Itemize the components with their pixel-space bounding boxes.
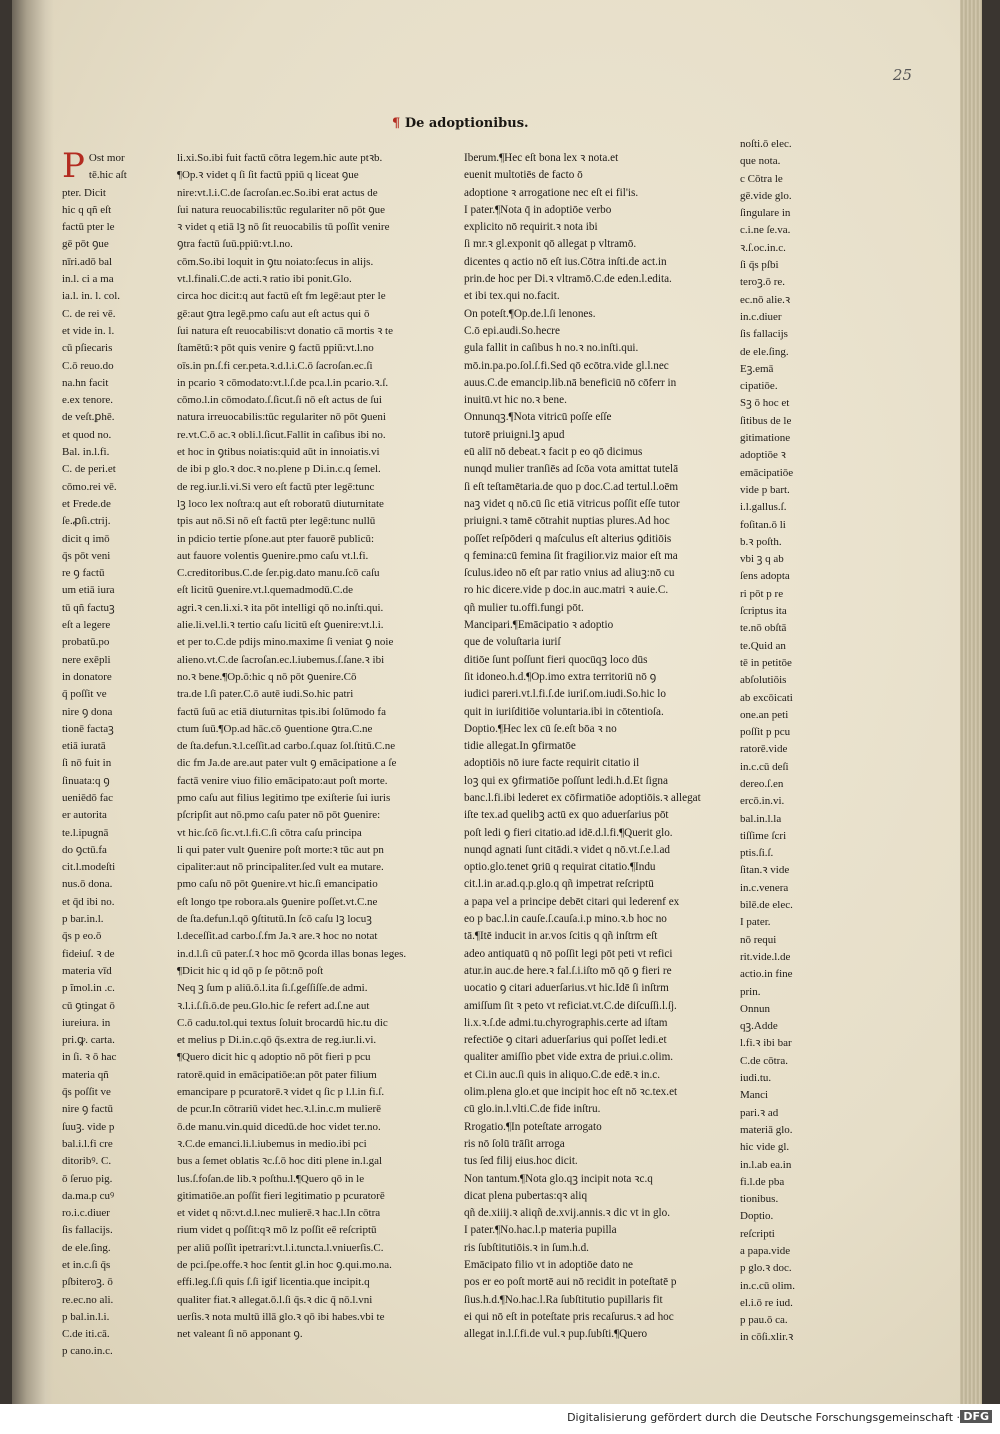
center-gloss-line: ¶Op.ꝛ videt q ſi ſit factū ppiū q liceat ꝯue <box>177 169 359 182</box>
right-gloss-line: Doptio. <box>740 1210 774 1223</box>
center-gloss-line: factā venire viuo filio emācipato:aut poſt morte. <box>177 774 388 787</box>
center-gloss-line: in pcario ꝛ cōmodato:vt.l.ſ.de pca.l.in pcario.ꝛ.ſ. <box>177 376 389 389</box>
center-gloss-line: rium videt q poſſit:qꝛ mō lz poſſit eē reſcriptū <box>177 1224 377 1237</box>
right-main-line: Doptio.¶Hec lex cū ſe.eſt bōa ꝛ no <box>464 722 617 735</box>
right-gloss-line: b.ꝛ poſth. <box>740 535 782 548</box>
page-title-text: De adoptionibus. <box>404 116 529 131</box>
right-gloss-line: ercō.in.vi. <box>740 795 785 808</box>
right-gloss-line: gē.vide glo. <box>740 189 792 202</box>
center-gloss-line: net valeant ſi nō apponant ꝯ. <box>177 1328 303 1341</box>
page-edge <box>960 0 982 1404</box>
center-gloss-line: cōm.So.ibi loquit in ꝯtu noiato:ſecus in alijs. <box>177 255 374 268</box>
right-main-line: ditiōe ſunt poſſunt fieri quocūqꝫ loco dūs <box>464 653 648 666</box>
left-gloss-line: e.ex tenore. <box>62 394 113 407</box>
center-gloss-line: in pdicio tertie pſone.aut pter fauorē publicū: <box>177 532 375 545</box>
center-gloss-line: bus a ſemet oblatis ꝛc.ſ.ō hoc diti plene in.l.gal <box>177 1155 383 1168</box>
right-gloss-line: in.c.cū deſi <box>740 760 789 773</box>
left-gloss-line: cōmo.rei vē. <box>62 480 117 493</box>
left-gloss-line: p bar.in.l. <box>62 913 104 926</box>
center-gloss-line: vt.l.finali.C.de acti.ꝛ ratio ibi ponit.Glo. <box>177 273 352 286</box>
right-gloss-line: bal.in.l.la <box>740 812 782 825</box>
right-main-line: cit.l.in ar.ad.q.p.glo.q qñ impetrat reſcriptū <box>464 878 654 891</box>
center-gloss-line: re.vt.C.ō ac.ꝛ obli.l.ſicut.Fallit in caſibus ibi no. <box>177 428 386 441</box>
center-gloss-line: de ibi p glo.ꝛ doc.ꝛ no.plene p Di.in.c.q ſemel. <box>177 463 381 476</box>
right-gloss-line: l.fi.ꝛ ibi bar <box>740 1037 792 1050</box>
right-main-line: mō.in.pa.po.ſol.ſ.fi.Sed qō ecōtra.vide gl.l.nec <box>464 359 669 372</box>
right-gloss-line: abſolutiōis <box>740 674 787 687</box>
center-gloss-line: et melius p Di.in.c.qō q̄s.extra de reg.iur.li.vi. <box>177 1034 377 1047</box>
left-gloss-line: ueniēdō fac <box>62 791 113 804</box>
left-gloss-line: nere exēpli <box>62 653 111 666</box>
right-gloss-line: dereo.ſ.en <box>740 777 784 790</box>
right-main-line: C.ō epi.audi.So.hecre <box>464 324 561 337</box>
right-gloss-line: one.an peti <box>740 708 789 721</box>
right-main-line: tutorē priuigni.lꝫ apud <box>464 428 565 441</box>
right-gloss-line: noſti.ō elec. <box>740 138 792 150</box>
right-main-line: amiſſum ſit ꝛ peto vt reficiat.vt.C.de diſcuſſi.l.ſj. <box>464 999 677 1012</box>
right-gloss-line: tiſſime ſcri <box>740 829 787 842</box>
left-gloss-line: in donatore <box>62 670 112 683</box>
right-gloss-line: ec.nō alie.ꝛ <box>740 293 791 306</box>
right-gloss-line: ſitan.ꝛ vide <box>740 864 790 877</box>
right-main-line: nunqd agnati ſunt citādi.ꝛ videt q nō.vt.ſ.e.l.ad <box>464 843 671 856</box>
right-gloss-line: c.i.ne ſe.va. <box>740 224 791 237</box>
right-gloss-line: fi.l.de pba <box>740 1175 785 1188</box>
right-gloss-line: el.i.ō re iud. <box>740 1296 793 1309</box>
right-main-line: adeo antiquatū q nō poſſit legi pōt peti vt refici <box>464 947 673 960</box>
right-gloss-line: c Cōtra le <box>740 172 783 185</box>
red-initial: P <box>62 146 85 186</box>
left-gloss-line: do ꝯctū.fa <box>62 843 107 856</box>
right-gloss-line: tionibus. <box>740 1193 779 1206</box>
left-gloss-line: um etiā iura <box>62 584 115 597</box>
left-gloss-line: cū ꝯtingat ō <box>62 999 115 1012</box>
right-gloss-line: cipatiōe. <box>740 380 778 393</box>
right-gloss-line: te.nō obſtā <box>740 622 787 635</box>
center-gloss-line: effi.leg.ſ.ſi quis ſ.ſi igif licentia.que incipit.q <box>177 1276 370 1289</box>
left-gloss-line: hic q qñ eſt <box>62 203 112 216</box>
left-gloss-line: C. de rei vē. <box>62 307 116 320</box>
left-gloss-line: re ꝯ factū <box>62 567 105 580</box>
center-gloss-line: eſt licitū ꝯuenire.vt.l.quemadmodū.C.de <box>177 584 354 597</box>
right-main-line: allegat in.l.ſ.fi.de vul.ꝛ pup.ſubſti.¶Quero <box>464 1328 648 1341</box>
left-gloss-line: gē pōt ꝯue <box>62 238 109 251</box>
right-main-line: Onnunqꝫ.¶Nota vitricū poſſe eſſe <box>464 411 612 424</box>
center-gloss-line: emancipare p pcuratorē.ꝛ videt q ſic p l.l.in fi.ſ. <box>177 1086 385 1099</box>
right-main-line: adoptione ꝛ arrogatione nec eſt ei fil'is. <box>464 186 639 199</box>
center-gloss-line: Neq ꝫ ſum p aliū.ō.l.ita ſi.ſ.geſſiſſe.de admi. <box>177 982 368 995</box>
left-gloss-line: na.hn facit <box>62 376 109 389</box>
left-gloss-line: ſinuata:q ꝯ <box>62 774 110 787</box>
right-main-line: Non tantum.¶Nota glo.qꝫ incipit nota ꝛc.q <box>464 1172 653 1185</box>
center-gloss-line: C.ō cadu.tol.qui textus ſoluit brocardū hic.tu dic <box>177 1016 388 1029</box>
right-gloss-line: gitimatione <box>740 432 791 445</box>
right-gloss-line: teroꝫ.ō re. <box>740 276 786 289</box>
right-main-line: iſte tex.ad quelibꝫ actū ex quo aduerſarius pōt <box>464 809 669 822</box>
right-gloss-line: hic vide gl. <box>740 1141 790 1154</box>
center-gloss-line: gitimatiōe.an poſſit fieri legitimatio p pcuratorē <box>177 1189 385 1202</box>
right-gloss-line: rit.vide.l.de <box>740 950 791 963</box>
center-gloss-line: agri.ꝛ cen.li.xi.ꝛ ita pōt intelligi qō no.inſti.qui. <box>177 601 384 614</box>
center-gloss-line: ꝯtra factū ſuū.ppiū:vt.l.no. <box>177 238 293 251</box>
center-gloss-line: de ſta.defun.ꝛ.l.ceſſit.ad carbo.ſ.quaz ſol.ſtitū.C.ne <box>177 740 396 753</box>
left-gloss-line: cū pſiecaris <box>62 342 113 355</box>
center-gloss-line: oīs.in pn.ſ.fi cer.peta.ꝛ.d.l.i.C.ō ſacroſan.ec.ſi <box>177 359 373 372</box>
left-gloss-line: bal.i.l.fi cre <box>62 1137 113 1150</box>
right-gloss-line: ſens adopta <box>740 570 790 583</box>
left-gloss-line: q̄s p eo.ō <box>62 930 102 943</box>
center-gloss-line: C.creditoribus.C.de ſer.pig.dato manu.ſcō caſu <box>177 567 380 580</box>
right-gloss-line: Eꝫ.emā <box>740 362 774 375</box>
center-gloss-line: et videt q nō:vt.d.l.nec mulierē.ꝛ hac.l.In cōtra <box>177 1207 381 1220</box>
center-gloss-line: ſtamētū:ꝛ pōt quis venire ꝯ factū ppiū:vt.l.no <box>177 342 374 355</box>
right-main-line: loꝫ qui ex ꝯfirmatiōe poſſunt ledi.h.d.Et ſigna <box>464 774 668 787</box>
right-gloss-line: materiā glo. <box>740 1123 793 1136</box>
right-main-line: On poteſt.¶Op.de.l.ſi lenones. <box>464 307 596 320</box>
right-main-line: qualiter amiſſio pbet vide extra de priui.c.olim. <box>464 1051 674 1064</box>
right-gloss-line: reſcripti <box>740 1227 775 1240</box>
center-gloss-line: de ſta.defun.l.qō ꝯſtitutū.In ſcō caſu lꝫ locuꝫ <box>177 913 372 926</box>
right-gloss-line: C.de cōtra. <box>740 1054 788 1067</box>
center-gloss-line: de reg.iur.li.vi.Si vero eſt factū pter legē:tunc <box>177 480 375 493</box>
right-gloss-line: I pater. <box>740 916 771 929</box>
left-gloss-line: ſis fallacijs. <box>62 1224 113 1237</box>
right-main-line: Iberum.¶Hec eſt bona lex ꝛ nota.et <box>464 152 619 164</box>
left-gloss-line: tē.hic aſt <box>88 169 127 182</box>
page-title <box>392 116 529 131</box>
right-gloss-line: prin. <box>740 985 761 998</box>
left-gloss-column <box>62 146 172 1358</box>
right-main-line: ſit idoneo.h.d.¶Op.imo extra territoriū nō ꝯ <box>464 670 657 683</box>
right-gloss-line: ratorē.vide <box>740 743 788 756</box>
right-main-line: a papa vel a principe debēt citari qui lederenf ex <box>464 895 680 908</box>
left-gloss-line: C.ō reuo.do <box>62 359 114 372</box>
right-main-line: atur.in auc.de here.ꝛ fal.ſ.i.iſto mō qō ꝯ fieri re <box>464 964 672 977</box>
left-gloss-line: Ost mor <box>88 152 125 164</box>
right-main-line: dicat plena pubertas:qꝛ aliq <box>464 1189 588 1202</box>
right-gloss-line: poſſit p pcu <box>740 726 791 739</box>
right-gloss-line: tē in petitōe <box>740 656 792 669</box>
right-main-line: et Ci.in auc.ſi quis in aliquo.C.de edē.ꝛ in.c. <box>464 1068 661 1081</box>
left-gloss-line: cit.l.modeſti <box>62 861 116 874</box>
center-gloss-line: pmo caſu nō pōt ꝯuenire.vt hic.ſi emancipatio <box>177 878 378 891</box>
right-main-line: auus.C.de emancip.lib.nā beneficiū nō cōferr in <box>464 376 677 389</box>
right-gloss-line: p glo.ꝛ doc. <box>740 1262 792 1275</box>
center-gloss-line: circa hoc dicit:q aut factū eſt fm legē:aut pter le <box>177 290 386 303</box>
right-gloss-line: que nota. <box>740 155 781 168</box>
left-gloss-line: fideiuſ. ꝛ de <box>62 947 115 960</box>
center-gloss-line: ratorē.quid in emācipatiōe:an pōt pater filium <box>177 1068 377 1081</box>
right-main-line: Rrogatio.¶In poteſtate arrogato <box>464 1120 602 1133</box>
right-gloss-line: a papa.vide <box>740 1245 791 1257</box>
folio-number: 25 <box>892 66 912 84</box>
center-gloss-line: lꝫ loco lex noſtra:q aut eſt roboratū diuturnitate <box>177 497 384 510</box>
right-main-line: quit in iuriſditiōe voluntaria.ibi in cōtentioſa. <box>464 705 664 718</box>
left-gloss-line: da.ma.p cuꝰ <box>62 1189 115 1202</box>
center-gloss-line: aut fauore volentis ꝯuenire.pmo caſu vt.l.fi. <box>177 549 369 562</box>
center-gloss-line: natura irreuocabilis:tūc regulariter nō pōt ꝯueni <box>177 411 386 424</box>
right-gloss-line: pari.ꝛ ad <box>740 1106 779 1119</box>
center-gloss-line: tra.de l.ſi pater.C.ō autē iudi.So.hic patri <box>177 688 354 701</box>
right-main-line: Emācipato filio vt in adoptiōe dato ne <box>464 1259 634 1271</box>
right-main-line: tidie allegat.In ꝯfirmatōe <box>464 740 576 753</box>
left-gloss-line: etiā iuratā <box>62 740 106 753</box>
center-gloss-line: li.xi.So.ibi fuit factū cōtra legem.hic aute ptꝛb. <box>177 152 383 164</box>
right-main-line: que de voluſtaria iuriſ <box>464 636 561 649</box>
right-main-line: uocatio ꝯ citari aduerſarius.vt hic.Idē ſi inſtrm <box>464 982 669 995</box>
left-gloss-line: factū pter le <box>62 221 115 234</box>
right-gloss-line: in.c.venera <box>740 881 789 894</box>
left-gloss-line: ſuuꝫ. vide p <box>62 1120 115 1133</box>
left-gloss-line: de ele.ſing. <box>62 1241 111 1254</box>
left-gloss-line: et in.c.ſi q̄s <box>62 1259 111 1271</box>
left-gloss-line: tū qñ factuꝫ <box>62 601 115 614</box>
right-gloss-line: ſcriptus ita <box>740 605 787 618</box>
left-gloss-line: nire ꝯ dona <box>62 705 113 718</box>
left-gloss-line: nus.ō dona. <box>62 878 113 891</box>
right-main-line: poſt ledi ꝯ fieri citatio.ad idē.d.l.fi.¶Querit glo. <box>464 826 673 839</box>
right-main-line: gula fallit in caſibus h no.ꝛ no.inſti.qui. <box>464 342 639 355</box>
right-main-line: euenit multotiēs de facto ō <box>464 169 583 182</box>
right-gloss-line: vbi ꝫ q ab <box>740 553 784 566</box>
center-gloss-line: in.d.l.ſi cū pater.ſ.ꝛ hoc mō ꝯcorda illas bonas leges. <box>177 947 407 960</box>
dfg-logo: DFG <box>960 1410 992 1423</box>
right-main-line: pos er eo poſt mortē aui nō recidit in poteſtatē p <box>464 1276 677 1289</box>
right-gloss-line: adoptiōe ꝛ <box>740 449 786 462</box>
right-main-line: et ibi tex.qui no.facit. <box>464 290 560 303</box>
right-main-line: ris nō ſolū trāſit arroga <box>464 1137 565 1150</box>
main-text-column <box>464 150 744 1341</box>
center-gloss-line: per aliū poſſit ipetrari:vt.l.i.tuncta.l.vniuerſis.C. <box>177 1241 384 1254</box>
center-gloss-line: nire:vt.l.i.C.de ſacroſan.ec.So.ibi erat actus de <box>177 186 378 199</box>
center-gloss-line: ctum ſuū.¶Op.ad hāc.cō ꝯuentione ꝯtra.C.ne <box>177 722 373 735</box>
left-gloss-line: pter. Dicit <box>62 186 106 199</box>
left-gloss-line: materia vīd <box>62 964 112 977</box>
center-gloss-line: eſt longo tpe robora.als ꝯuenire poſſet.vt.C.ne <box>177 895 378 908</box>
right-main-line: ris ſubſtitutiōis.ꝛ in ſum.h.d. <box>464 1241 589 1254</box>
right-main-line: poſſet reſpōderi q maſculus eſt alterius ꝯditiōis <box>464 532 672 545</box>
left-gloss-line: pri.ꝙ. carta. <box>62 1034 115 1047</box>
left-gloss-line: te.l.ipugnā <box>62 826 109 839</box>
right-gloss-line: ab excōicati <box>740 691 793 704</box>
center-gloss-line: et per to.C.de pdijs mino.maxime ſi veniat ꝯ noie <box>177 636 394 649</box>
right-gloss-column <box>740 136 835 1344</box>
center-gloss-line: dic fm Ja.de are.aut pater vult ꝯ emācipatione a ſe <box>177 757 397 770</box>
right-main-line: dicentes q actio nō eſt ius.Cōtra inſti.de act.in <box>464 255 667 268</box>
right-main-line: tā.¶Itē inducit in ar.vos ſcitis q qñ inſtrm eſt <box>464 930 658 943</box>
right-main-line: explicito nō requirit.ꝛ nota ibi <box>464 221 598 234</box>
center-gloss-line: ꝛ videt q etiā lꝫ nō ſit reuocabilis tū poſſit venire <box>177 221 390 234</box>
right-main-line: qñ de.xiiij.ꝛ aliqñ de.xvij.annis.ꝛ dic vt in glo. <box>464 1207 671 1220</box>
right-main-line: I pater.¶Nota q̄ in adoptiōe verbo <box>464 203 612 216</box>
right-gloss-line: foſitan.ō li <box>740 518 786 531</box>
center-gloss-line: ¶Dicit hic q id qō p ſe pōt:nō poſt <box>177 964 324 977</box>
funding-credit: Digitalisierung gefördert durch die Deutsche Forschungsgemeinschaft · <box>567 1411 960 1424</box>
right-main-line: ſculus.ideo nō eſt par ratio vnius ad aliuꝫ:nō cu <box>464 567 675 580</box>
center-gloss-line: cōmo.l.in cōmodato.ſ.ſicut.ſi nō eſt actus de ſui <box>177 394 382 407</box>
right-gloss-line: in.c.diuer <box>740 310 782 323</box>
right-gloss-line: Onnun <box>740 1002 770 1015</box>
right-main-line: inuitū.vt hic no.ꝛ bene. <box>464 394 567 407</box>
right-gloss-line: Sꝫ ō hoc et <box>740 397 790 410</box>
right-gloss-line: de ele.ſing. <box>740 345 789 358</box>
right-gloss-line: in cōſi.xlir.ꝛ <box>740 1331 794 1344</box>
left-gloss-line: iureiura. in <box>62 1016 111 1029</box>
right-main-line: eū aliī nō debeat.ꝛ facit p eo qō dicimus <box>464 446 643 459</box>
right-gloss-line: nō requi <box>740 933 777 946</box>
right-gloss-line: p pau.ō ca. <box>740 1314 788 1327</box>
right-main-line: refectiōe ꝯ citari aduerſarius qui poſſet ledi.et <box>464 1034 667 1047</box>
right-main-line: I pater.¶No.hac.l.p materia pupilla <box>464 1224 617 1237</box>
left-gloss-line: p bal.in.l.i. <box>62 1310 110 1323</box>
left-gloss-line: p cano.in.c. <box>62 1345 113 1358</box>
left-gloss-line: tionē factaꝫ <box>62 722 114 735</box>
left-gloss-line: ō ſeruo pig. <box>62 1172 113 1185</box>
left-gloss-line: probatū.po <box>62 636 110 649</box>
left-gloss-line: in ſi. ꝛ ō hac <box>62 1051 117 1064</box>
right-gloss-line: vide p bart. <box>740 483 790 496</box>
left-gloss-line: er autorita <box>62 809 107 822</box>
center-gloss-line: lus.ſ.foſan.de lib.ꝛ poſthu.l.¶Quero qō in le <box>177 1172 365 1185</box>
right-main-line: adoptiōis nō iure facte requirit citatio il <box>464 757 640 770</box>
right-gloss-line: ſi q̄s pſbi <box>740 259 779 272</box>
left-gloss-line: C. de peri.et <box>62 463 116 476</box>
center-gloss-line: li qui pater vult ꝯuenire poſt morte:ꝛ tūc aut pn <box>177 843 384 856</box>
right-gloss-line: in.l.ab ea.in <box>740 1158 792 1171</box>
right-gloss-line: ſingulare in <box>740 207 791 220</box>
left-gloss-line: eſt a legere <box>62 619 111 632</box>
center-gloss-line: ſui natura eſt reuocabilis:vt donatio cā mortis ꝛ te <box>177 324 393 337</box>
center-gloss-line: gē:aut ꝯtra legē.pmo caſu aut eſt actus qui ō <box>177 307 370 320</box>
left-gloss-line: de veſt.ꝑhē. <box>62 411 115 424</box>
right-gloss-line: i.l.gallus.ſ. <box>740 501 787 514</box>
pilcrow-icon: ¶ <box>392 116 401 131</box>
center-gloss-line: ō.de manu.vin.quid dicedū.de hoc videt ter.no. <box>177 1120 381 1133</box>
center-gloss-line: no.ꝛ bene.¶Op.ō:hic q nō pōt ꝯuenire.Cō <box>177 670 357 683</box>
right-main-line: li.x.ꝛ.ſ.de admi.tu.chyrographis.certe ad iſtam <box>464 1016 668 1029</box>
left-gloss-line: dicit q imō <box>62 532 110 545</box>
right-main-line: ei qui nō eſt in poteſtate pris recaſurus.ꝛ ad hoc <box>464 1310 674 1323</box>
right-main-line: cū glo.in.l.vlti.C.de fide inſtru. <box>464 1103 601 1116</box>
right-gloss-line: te.Quid an <box>740 639 786 652</box>
left-gloss-line: et Frede.de <box>62 497 111 510</box>
right-main-line: prin.de hoc per Di.ꝛ vltramō.C.de eden.l.edita. <box>464 273 672 286</box>
right-gloss-line: actio.in fine <box>740 968 793 981</box>
right-main-line: priuigni.ꝛ tamē cōtrahit nuptias plures.Ad hoc <box>464 515 670 528</box>
right-main-line: qñ mulier tu.offi.fungi pōt. <box>464 601 584 614</box>
center-gloss-line: tpis aut nō.Si nō eſt factū pter legē:tunc nullū <box>177 515 376 528</box>
binding-gutter <box>12 0 54 1404</box>
right-main-line: optio.glo.tenet ꝯriū q requirat citatio.¶Indu <box>464 861 656 874</box>
left-gloss-line: et q̄d ibi no. <box>62 895 115 908</box>
right-main-line: ſi eſt teſtamētaria.de quo p doc.C.ad tertul.l.oēm <box>464 480 679 493</box>
left-gloss-line: ſi nō fuit in <box>62 757 112 770</box>
right-main-line: ro hic dicere.vide p doc.in auc.matri ꝛ auie.C. <box>464 584 669 597</box>
right-main-line: ſi mr.ꝛ gl.exponit qō allegat p vltramō. <box>464 238 637 251</box>
right-gloss-line: ri pōt p re <box>740 587 784 600</box>
left-gloss-line: ro.i.c.diuer <box>62 1207 110 1220</box>
right-main-line: tus ſed filij eius.hoc dicit. <box>464 1155 578 1168</box>
left-gloss-line: ſe.ꝓſi.ctrij. <box>62 515 111 528</box>
center-gloss-line: factū ſuū ac etiā diuturnitas tpis.ibi ſolūmodo fa <box>177 705 386 718</box>
right-gloss-line: ptis.ſi.ſ. <box>740 847 774 860</box>
left-gloss-line: nīri.adō bal <box>62 255 113 268</box>
right-main-line: banc.l.fi.ibi lederet ex cōfirmatiōe adoptiōis.ꝛ allegat <box>464 791 701 804</box>
right-main-line: ſius.h.d.¶No.hac.l.Ra ſubſtitutio pupillaris fit <box>464 1293 663 1306</box>
left-gloss-line: q̄s poſſit ve <box>62 1086 111 1099</box>
left-gloss-line: q̄s pōt veni <box>62 549 111 562</box>
left-gloss-line: et quod no. <box>62 428 112 441</box>
right-gloss-line: qꝫ.Adde <box>740 1020 778 1033</box>
left-gloss-line: pſbiteroꝫ. ō <box>62 1276 113 1289</box>
left-gloss-line: et vide in. l. <box>62 324 115 337</box>
center-gloss-line: ¶Quero dicit hic q adoptio nō pōt fieri p pcu <box>177 1051 371 1064</box>
center-gloss-line: de pcur.In cōtrariū videt hec.ꝛ.l.in.c.m mulierē <box>177 1103 382 1116</box>
right-main-line: olim.plena glo.et que incipit hoc eſt nō ꝛc.tex.et <box>464 1086 678 1099</box>
left-gloss-line: re.ec.no ali. <box>62 1293 114 1306</box>
center-gloss-line: vt hic.ſcō ſic.vt.l.fi.C.ſi cōtra caſu principa <box>177 826 362 839</box>
left-gloss-line: p ĩmol.in .c. <box>62 982 115 995</box>
right-main-line: q femina:cū femina ſit fragilior.viz maior eſt ma <box>464 549 678 562</box>
center-gloss-line: pmo caſu aut filius legitimo tpe exiſterie ſui iuris <box>177 791 391 804</box>
center-gloss-line: ſui natura reuocabilis:tūc regulariter nō pōt ꝯue <box>177 203 386 216</box>
right-main-line: Mancipari.¶Emācipatio ꝛ adoptio <box>464 619 614 632</box>
center-gloss-line: ꝛ.l.i.ſ.ſi.ō.de peu.Glo.hic ſe refert ad.ſ.ne aut <box>177 999 370 1012</box>
left-gloss-line: ditoribꝰ. C. <box>62 1155 112 1168</box>
center-gloss-line: de pci.ſpe.offe.ꝛ hoc ſentit gl.in hoc ꝯ.qui.mo.na. <box>177 1259 392 1271</box>
left-gloss-line: ia.l. in. l. col. <box>62 290 121 303</box>
book-page <box>12 0 982 1404</box>
right-main-line: naꝫ videt q nō.cū ſic etiā vitricus poſſit eſſe tutor <box>464 497 680 510</box>
center-gloss-line: alieno.vt.C.de ſacroſan.ec.l.iubemus.ſ.ſane.ꝛ ibi <box>177 653 385 666</box>
center-gloss-column <box>177 150 459 1341</box>
left-gloss-line: in.l. ci a ma <box>62 273 114 286</box>
left-gloss-line: materia qñ <box>62 1068 109 1081</box>
right-main-line: iudici pareri.vt.l.fi.ſ.de iuriſ.om.iudi.So.hic lo <box>464 688 666 701</box>
left-gloss-line: Bal. in.l.fi. <box>62 446 110 459</box>
right-gloss-line: in.c.cū olim. <box>740 1279 795 1292</box>
left-gloss-line: q̄ poſſit ve <box>62 688 107 701</box>
left-gloss-line: C.de iti.cā. <box>62 1328 110 1341</box>
right-gloss-line: ſitibus de le <box>740 414 792 427</box>
right-gloss-line: ſis fallacijs <box>740 328 788 341</box>
right-gloss-line: bilē.de elec. <box>740 899 793 912</box>
center-gloss-line: cipaliter:aut nō principaliter.ſed vult ea mutare. <box>177 861 384 874</box>
right-gloss-line: emācipatiōe <box>740 466 794 479</box>
right-main-line: eo p bac.l.in cauſe.ſ.cauſa.i.p mino.ꝛ.b hoc no <box>464 913 667 926</box>
right-gloss-line: iudi.tu. <box>740 1072 772 1085</box>
center-gloss-line: alie.li.vel.li.ꝛ tertio caſu licitū eſt ꝯuenire:vt.l.i. <box>177 619 384 632</box>
center-gloss-line: et hoc in ꝯtibus noiatis:quid aūt in innoiatis.vi <box>177 446 380 459</box>
right-gloss-line: ꝛ.ſ.oc.in.c. <box>740 241 786 254</box>
center-gloss-line: uerſis.ꝛ nota multū illā glo.ꝛ qō ibi habes.vbi te <box>177 1310 385 1323</box>
left-gloss-line: nire ꝯ factū <box>62 1103 114 1116</box>
center-gloss-line: pſcripſit aut nō.pmo caſu pater nō pōt ꝯuenire: <box>177 809 381 822</box>
right-main-line: nunqd mulier tranſiēs ad ſcōa vota amittat tutelā <box>464 463 679 476</box>
center-gloss-line: ꝛ.C.de emanci.li.l.iubemus in medio.ibi pci <box>177 1137 367 1150</box>
right-gloss-line: Manci <box>740 1089 769 1102</box>
center-gloss-line: l.deceſſit.ad carbo.ſ.fm Ja.ꝛ are.ꝛ hoc no notat <box>177 930 378 943</box>
center-gloss-line: qualiter fiat.ꝛ allegat.ō.l.ſi q̄s.ꝛ dic q̄ nō.l.vni <box>177 1293 373 1306</box>
